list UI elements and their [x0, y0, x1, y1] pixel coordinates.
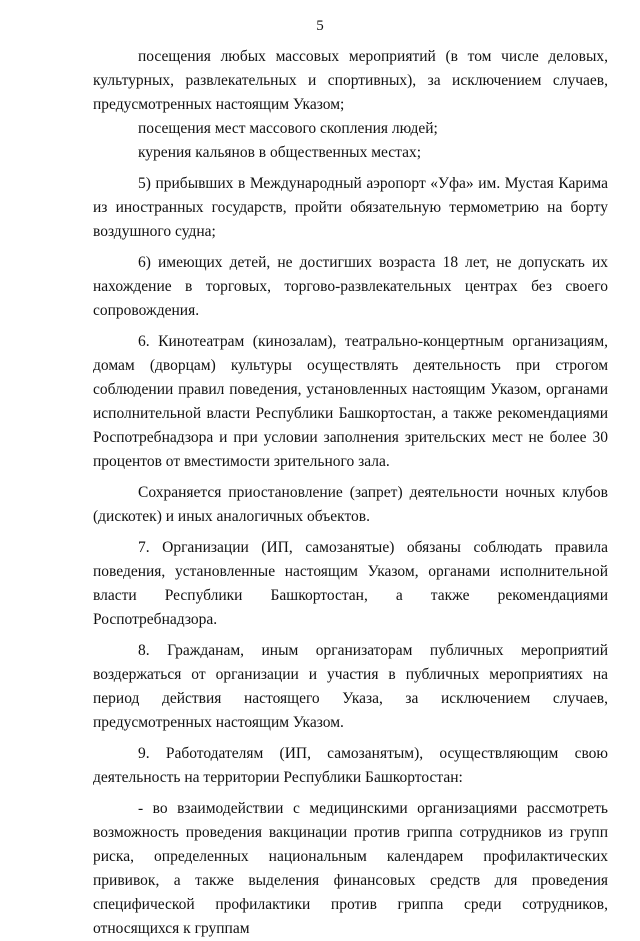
paragraph-organizations: 7. Организации (ИП, самозанятые) обязаны соблюдать правила поведения, установленные настоящим Указом, органами исполнительной власти Республики Башкортостан, а также рекомендациями Роспотребнадзора. [93, 539, 608, 628]
paragraph-cinemas: 6. Кинотеатрам (кинозалам), театрально-концертным организациям, домам (дворцам) культуры осуществлять деятельность при строгом соблюдении правил поведения, установленных настоящим Указом, органами исполнительной власти Республики Башкортостан, а также рекомендациями Роспотребнадзора и при условии заполнения зрительских мест не более 30 процентов от вместимости зрительного зала. [93, 333, 608, 470]
paragraph-night-clubs: Сохраняется приостановление (запрет) деятельности ночных клубов (дискотек) и иных аналогичных объектов. [93, 484, 608, 525]
paragraph-vaccination: - во взаимодействии с медицинскими организациями рассмотреть возможность проведения вакцинации против гриппа сотрудников из групп риска, определенных национальным календарем профилактических прививок, а также выделения финансовых средств для проведения специфической профилактики против гриппа среди сотрудников, относящихся к группам [93, 800, 608, 937]
paragraph-crowded-places: посещения мест массового скопления людей; [138, 120, 438, 137]
paragraph-hookah: курения кальянов в общественных местах; [138, 144, 422, 161]
paragraph-employers: 9. Работодателям (ИП, самозанятым), осуществляющим свою деятельность на территории Республики Башкортостан: [93, 745, 608, 786]
paragraph-airport: 5) прибывших в Международный аэропорт «Уфа» им. Мустая Карима из иностранных государств, пройти обязательную термометрию на борту воздушного судна; [93, 175, 608, 240]
page-number: 5 [316, 18, 324, 34]
paragraph-children: 6) имеющих детей, не достигших возраста 18 лет, не допускать их нахождение в торговых, торгово-развлекательных центрах без своего сопровождения. [93, 254, 608, 319]
paragraph-mass-events: посещения любых массовых мероприятий (в том числе деловых, культурных, развлекательных и спортивных), за исключением случаев, предусмотренных настоящим Указом; [93, 48, 608, 113]
document-body [93, 45, 608, 941]
paragraph-public-events: 8. Гражданам, иным организаторам публичных мероприятий воздержаться от организации и участия в публичных мероприятиях на период действия настоящего Указа, за исключением случаев, предусмотренных настоящим Указом. [93, 642, 608, 731]
